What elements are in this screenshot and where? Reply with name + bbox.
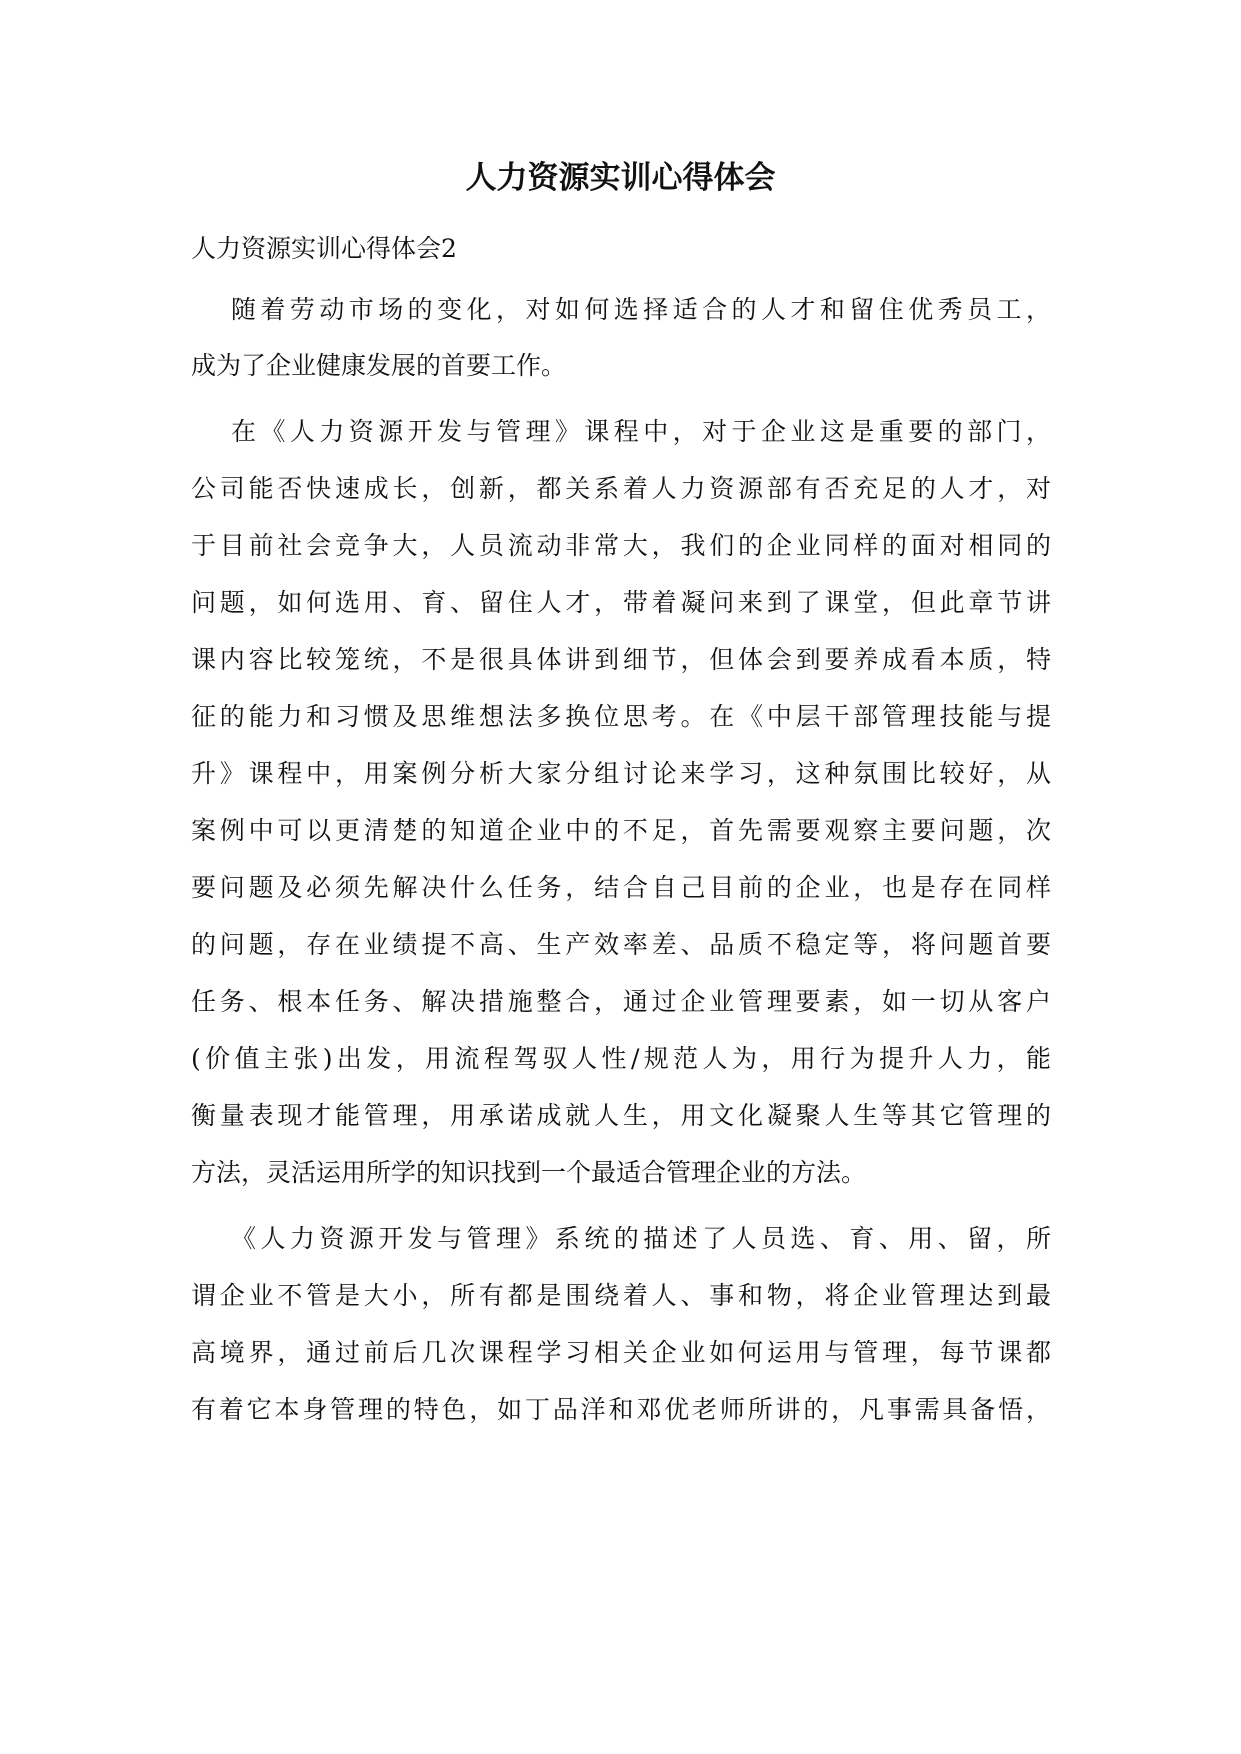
paragraph-line: 任务、根本任务、解决措施整合，通过企业管理要素，如一切从客户 (191, 987, 1051, 1016)
paragraph-line: 高境界，通过前后几次课程学习相关企业如何运用与管理，每节课都 (191, 1338, 1051, 1367)
paragraph-line: 课内容比较笼统，不是很具体讲到细节，但体会到要养成看本质，特 (191, 645, 1051, 674)
paragraph-line: 方法，灵活运用所学的知识找到一个最适合管理企业的方法。 (191, 1158, 867, 1187)
paragraph-line: 问题，如何选用、育、留住人才，带着凝问来到了课堂，但此章节讲 (191, 588, 1051, 617)
paragraph-line: 于目前社会竞争大，人员流动非常大，我们的企业同样的面对相同的 (191, 531, 1051, 560)
paragraph-line: 在《人力资源开发与管理》课程中，对于企业这是重要的部门， (231, 417, 1051, 446)
paragraph-line: 随着劳动市场的变化，对如何选择适合的人才和留住优秀员工， (231, 295, 1051, 324)
paragraph-line: 征的能力和习惯及思维想法多换位思考。在《中层干部管理技能与提 (191, 702, 1051, 731)
paragraph-line: 成为了企业健康发展的首要工作。 (191, 351, 567, 380)
paragraph-line: 要问题及必须先解决什么任务，结合自己目前的企业，也是存在同样 (191, 873, 1051, 902)
paragraph-line: 案例中可以更清楚的知道企业中的不足，首先需要观察主要问题，次 (191, 816, 1051, 845)
paragraph-line: 公司能否快速成长，创新，都关系着人力资源部有否充足的人才，对 (191, 474, 1051, 503)
paragraph-line: 有着它本身管理的特色，如丁品洋和邓优老师所讲的，凡事需具备悟， (191, 1395, 1051, 1424)
paragraph-line: 衡量表现才能管理，用承诺成就人生，用文化凝聚人生等其它管理的 (191, 1101, 1051, 1130)
paragraph-line: 升》课程中，用案例分析大家分组讨论来学习，这种氛围比较好，从 (191, 759, 1051, 788)
paragraph-line: 谓企业不管是大小，所有都是围绕着人、事和物，将企业管理达到最 (191, 1281, 1051, 1310)
paragraph-line: 《人力资源开发与管理》系统的描述了人员选、育、用、留，所 (231, 1224, 1051, 1253)
paragraph-line: 的问题，存在业绩提不高、生产效率差、品质不稳定等，将问题首要 (191, 930, 1051, 959)
paragraph-line: (价值主张)出发，用流程驾驭人性/规范人为，用行为提升人力，能 (191, 1044, 1051, 1073)
document-title: 人力资源实训心得体会 (465, 160, 776, 196)
document-subtitle: 人力资源实训心得体会2 (191, 234, 457, 263)
